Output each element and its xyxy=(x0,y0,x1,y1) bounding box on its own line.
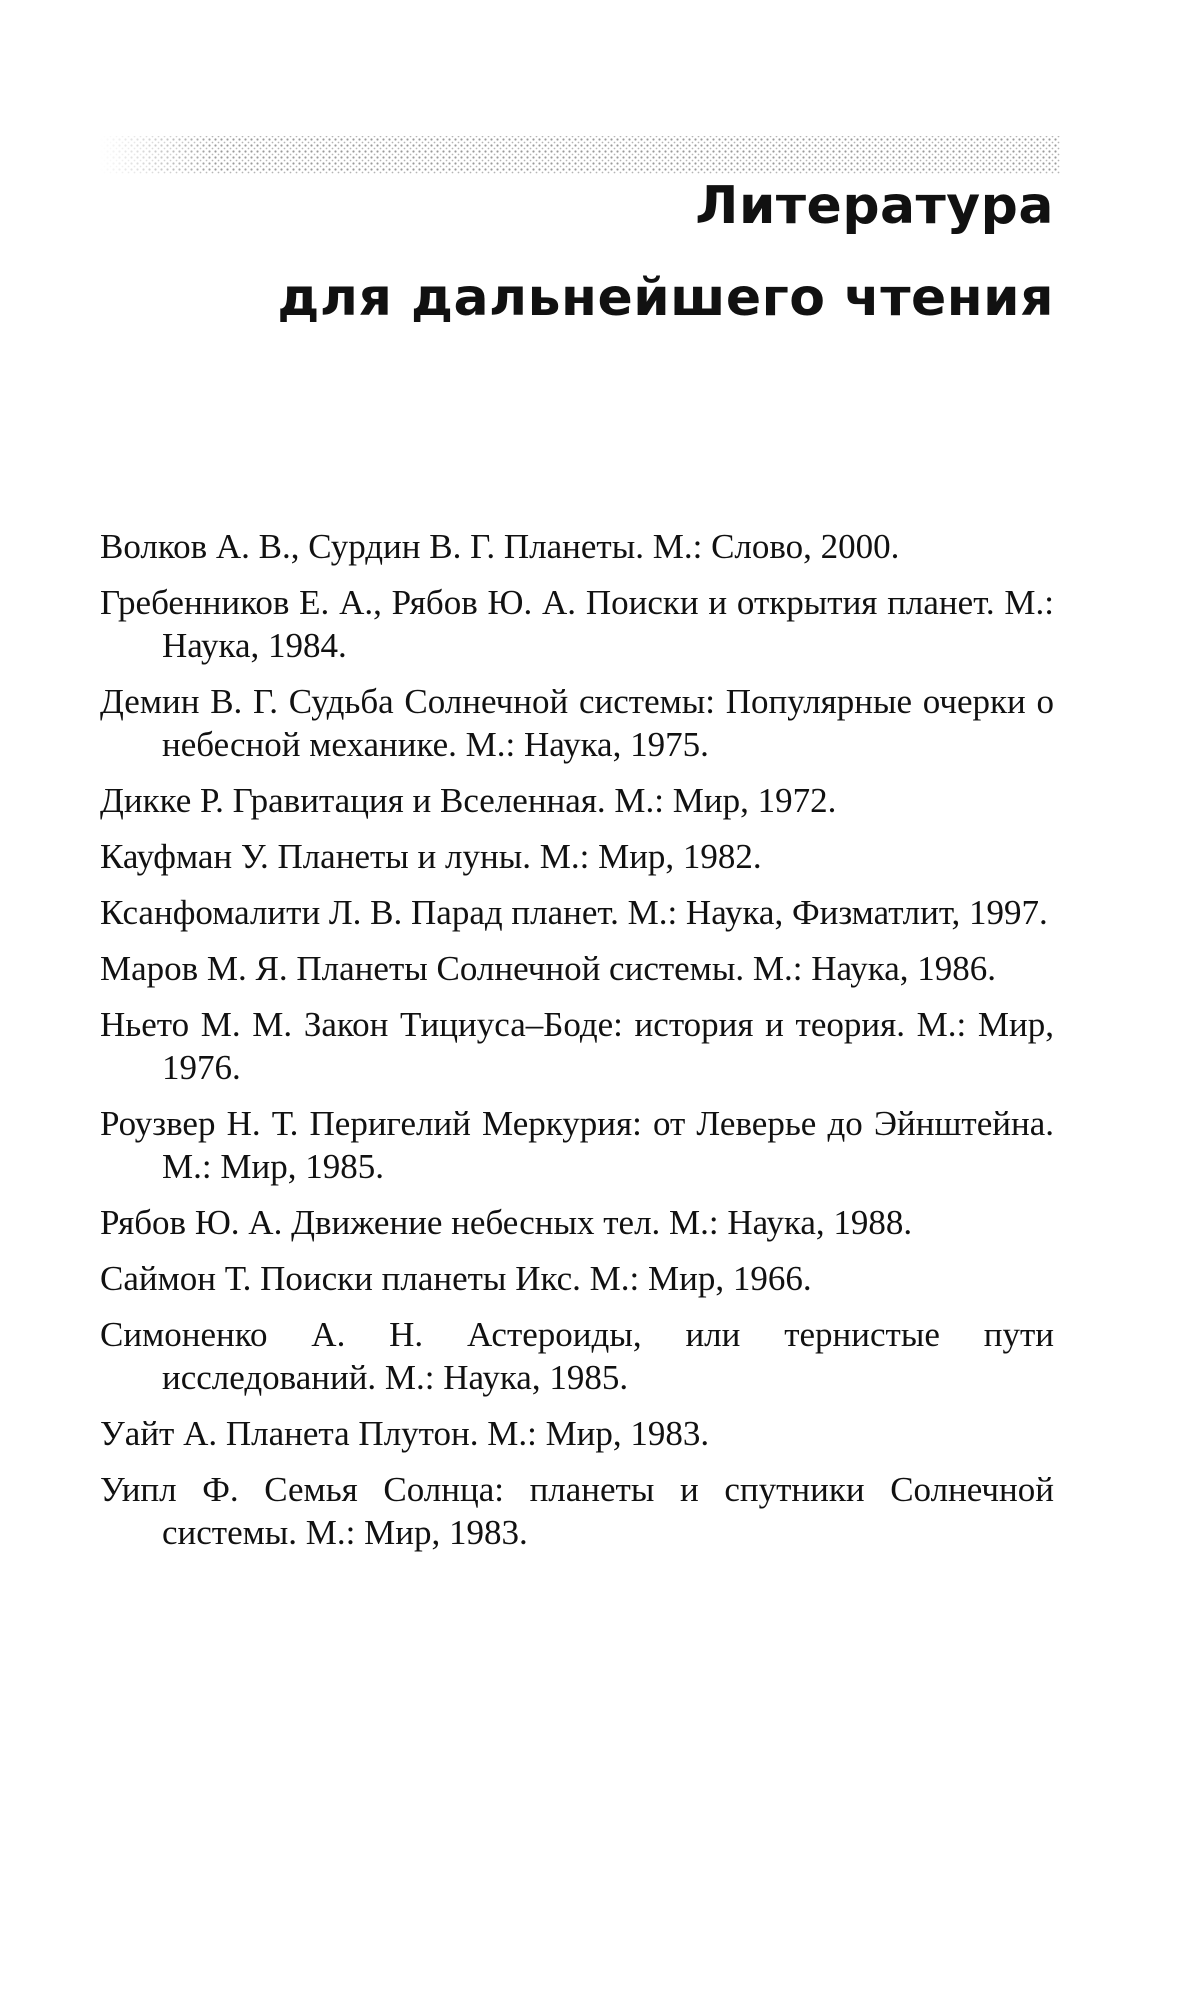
reference-item: Роузвер Н. Т. Перигелий Меркурия: от Леверье до Эйнштейна. М.: Мир, 1985. xyxy=(100,1104,1054,1186)
reference-item: Волков А. В., Сурдин В. Г. Планеты. М.: Слово, 2000. xyxy=(100,527,900,566)
reference-item: Симоненко А. Н. Астероиды, или тернистые пути исследований. М.: Наука, 1985. xyxy=(100,1315,1054,1397)
reference-item: Уипл Ф. Семья Солнца: планеты и спутники Солнечной системы. М.: Мир, 1983. xyxy=(100,1470,1054,1552)
reference-item: Дикке Р. Гравитация и Вселенная. М.: Мир, 1972. xyxy=(100,781,837,820)
reference-item: Уайт А. Планета Плутон. М.: Мир, 1983. xyxy=(100,1414,710,1453)
reference-item: Ксанфомалити Л. В. Парад планет. М.: Наука, Физматлит, 1997. xyxy=(100,893,1048,932)
reference-item: Саймон Т. Поиски планеты Икс. М.: Мир, 1966. xyxy=(100,1259,812,1298)
reference-item: Демин В. Г. Судьба Солнечной системы: Популярные очерки о небесной механике. М.: Наука, 1975. xyxy=(100,682,1054,764)
reference-item: Маров М. Я. Планеты Солнечной системы. М.: Наука, 1986. xyxy=(100,949,996,988)
reference-item: Ньето М. М. Закон Тициуса–Боде: история и теория. М.: Мир, 1976. xyxy=(100,1005,1054,1087)
reference-item: Гребенников Е. А., Рябов Ю. А. Поиски и открытия планет. М.: Наука, 1984. xyxy=(100,583,1054,665)
section-heading xyxy=(277,160,1054,344)
reference-item: Кауфман У. Планеты и луны. М.: Мир, 1982. xyxy=(100,837,762,876)
reference-list xyxy=(100,525,1054,1567)
reference-item: Рябов Ю. А. Движение небесных тел. М.: Наука, 1988. xyxy=(100,1203,913,1242)
heading-line-1: Литература xyxy=(695,176,1054,236)
heading-line-2: для дальнейшего чтения xyxy=(277,268,1054,328)
